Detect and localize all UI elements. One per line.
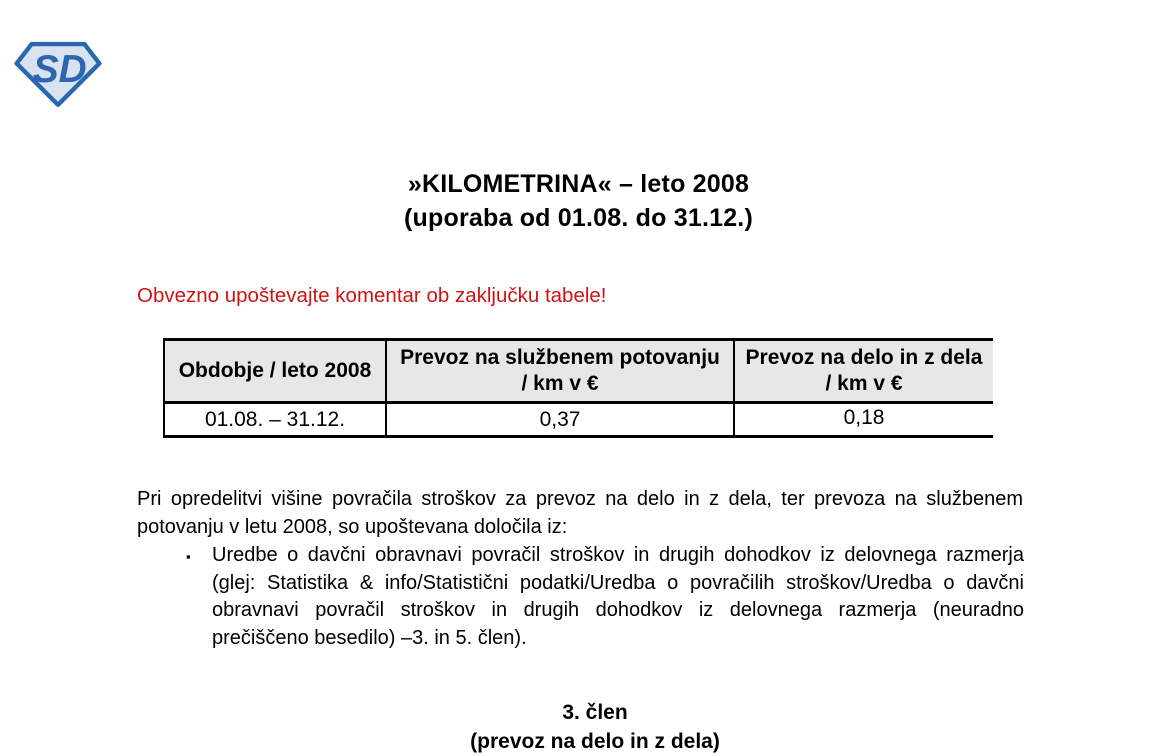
document-title xyxy=(0,167,1157,235)
table-row xyxy=(164,403,993,437)
section-subheading: (prevoz na delo in z dela) xyxy=(470,730,720,753)
cell-period: 01.08. – 31.12. xyxy=(164,403,386,437)
cell-commute-rate: 0,18 xyxy=(843,406,885,429)
header-business-trip-rate: Prevoz na službenem potovanju / km v € xyxy=(386,340,734,403)
table-header-row xyxy=(164,340,993,403)
list-item-text: Uredbe o davčni obravnavi povračil stroškov in drugih dohodkov iz delovnega razmerja (glej: Statistika & info/Statistični podatki/Uredba o povračilih stroškov/Uredba o davčni obravnavi povračil stroškov in drugih dohodkov iz delovnega razmerja (neuradno prečiščeno besedilo) –3. in 5. člen). xyxy=(212,544,1024,649)
section-heading: 3. člen xyxy=(562,701,628,724)
section-heading-block xyxy=(33,698,1157,756)
red-warning-text: Obvezno upoštevajte komentar ob zaključku tabele! xyxy=(137,284,607,307)
title-line-1: »KILOMETRINA« – leto 2008 xyxy=(407,170,750,198)
company-logo xyxy=(14,40,102,108)
header-period: Obdobje / leto 2008 xyxy=(164,340,386,403)
cell-business-trip-rate: 0,37 xyxy=(386,403,734,437)
title-line-2: (uporaba od 01.08. do 31.12.) xyxy=(404,204,753,232)
list-item xyxy=(186,542,1024,652)
header-commute-rate: Prevoz na delo in z dela / km v € xyxy=(734,340,993,403)
logo-initials: SD xyxy=(32,47,87,91)
mileage-rates-table xyxy=(163,338,993,438)
shield-sd-icon xyxy=(14,40,102,108)
bullet-square-icon: ▪ xyxy=(186,549,191,564)
intro-paragraph: Pri opredelitvi višine povračila stroškov za prevoz na delo in z dela, ter prevoza na službenem potovanju v letu 2008, so upoštevana določila iz: xyxy=(137,488,1023,538)
